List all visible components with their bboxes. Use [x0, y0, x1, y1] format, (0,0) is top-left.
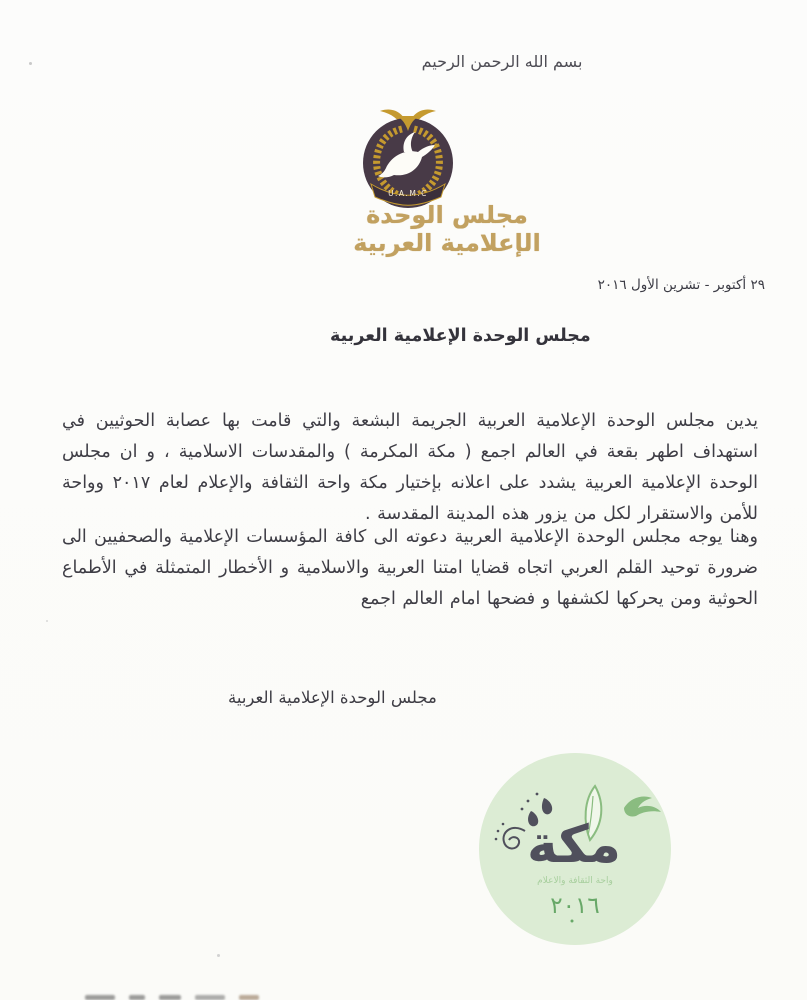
- mecca-logo-year: ٢٠١٦: [550, 893, 600, 919]
- smudge-mark: [195, 995, 225, 1000]
- smudge-mark: [129, 995, 145, 1000]
- uamc-emblem-icon: [352, 105, 464, 209]
- ornament-dot: [521, 808, 524, 811]
- scan-speck: [46, 620, 48, 622]
- bismillah-text: بسم الله الرحمن الرحيم: [421, 52, 583, 71]
- scan-speck: [217, 954, 220, 957]
- date-line: ٢٩ أكتوبر - تشرين الأول ٢٠١٦: [597, 277, 765, 293]
- dove-beak: [434, 143, 437, 146]
- ornament-dot: [536, 793, 539, 796]
- organization-calligraphy: مجلس الوحدة الإعلامية العربية: [353, 201, 541, 257]
- mecca-logo-svg: [478, 752, 672, 946]
- smudge-mark: [239, 995, 259, 1000]
- body-paragraph-2: وهنا يوجه مجلس الوحدة الإعلامية العربية دعوته الى كافة المؤسسات الإعلامية والصحفيين الى ضرورة توحيد القلم العربي اتجاه قضايا امتنا العربية والاسلامية و الأخطار المتمثلة في الأطماع الحوثية ومن يحركها لكشفها و فضحها امام العالم اجمع: [62, 527, 758, 609]
- uamc-emblem-svg: [352, 105, 464, 209]
- emblem-acronym: U.A.M.C: [388, 189, 428, 198]
- document-title: مجلس الوحدة الإعلامية العربية: [330, 326, 591, 346]
- mecca-logo-subtitle: واحة الثقافة والاعلام: [537, 876, 613, 886]
- ornament-dot: [527, 800, 530, 803]
- smudge-mark: [85, 995, 115, 1000]
- ornament-dot: [497, 830, 500, 833]
- year-dot: [571, 920, 574, 923]
- smudge-mark: [159, 995, 181, 1000]
- scan-speck: [29, 62, 32, 65]
- ornament-dot: [502, 823, 505, 826]
- mecca-2016-logo-icon: [478, 752, 672, 946]
- body-paragraph-1: يدين مجلس الوحدة الإعلامية العربية الجريمة البشعة والتي قامت بها عصابة الحوثيين في استهداف اطهر بقعة في العالم اجمع ( مكة المكرمة ) والمقدسات الاسلامية ، و ان مجلس الوحدة الإعلامية العربية يشدد على اعلانه بإختيار مكة واحة الثقافة والإعلام لعام ٢٠١٧ وواحة للأمن والاستقرار لكل من يزور هذه المدينة المقدسة .: [62, 411, 758, 524]
- signature-line: مجلس الوحدة الإعلامية العربية: [228, 688, 437, 707]
- ornament-dot: [495, 838, 498, 841]
- mecca-wordmark: مكة: [527, 815, 621, 875]
- bottom-edge-cutoff-text: [85, 995, 325, 1000]
